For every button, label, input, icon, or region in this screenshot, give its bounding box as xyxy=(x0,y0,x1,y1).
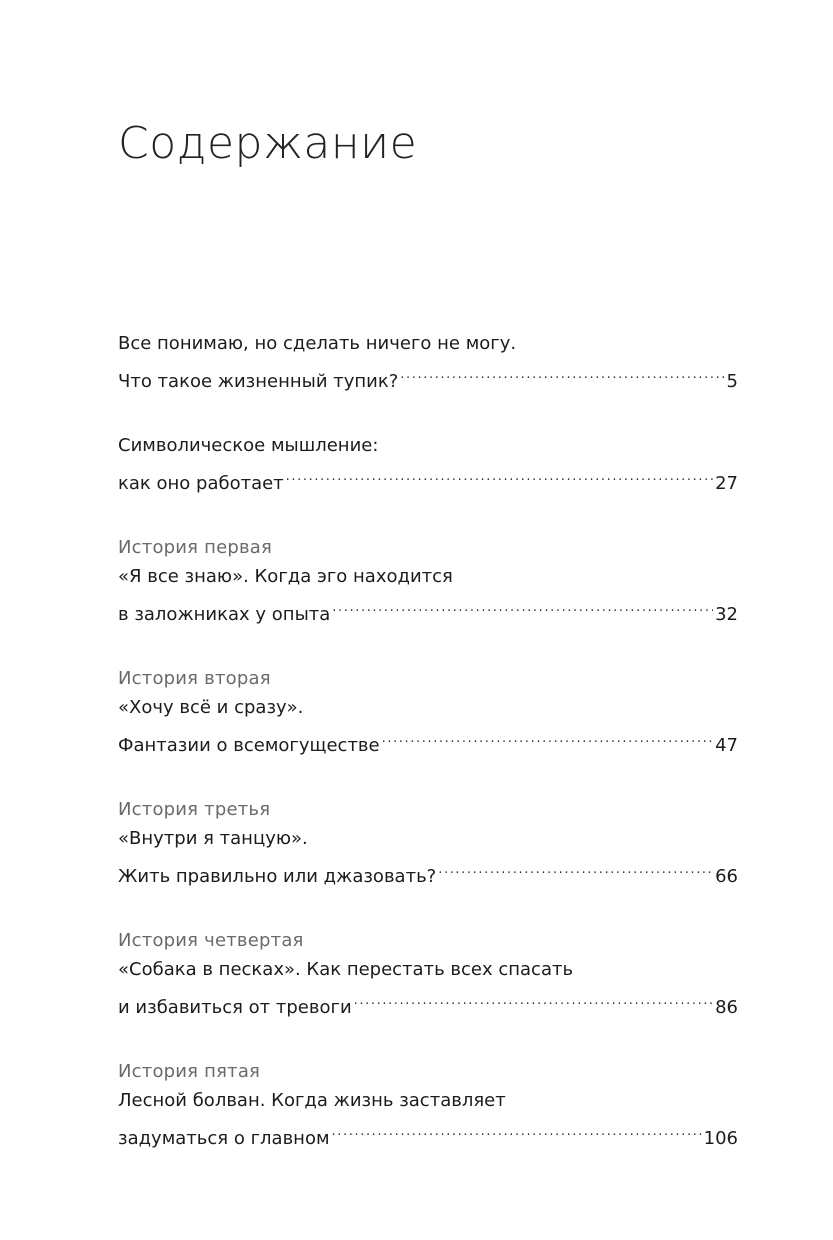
toc-entry-last-line xyxy=(118,1115,738,1153)
page-number: 47 xyxy=(715,735,738,756)
toc-entry-title-line: Фантазии о всемогуществе xyxy=(118,735,380,756)
toc-entry-last-line xyxy=(118,460,738,498)
toc-entry[interactable] xyxy=(118,664,738,760)
toc-entry-title-line: Лесной болван. Когда жизнь заставляет xyxy=(118,1090,506,1111)
toc-entry-title-line: и избавиться от тревоги xyxy=(118,997,352,1018)
dot-leader xyxy=(332,591,713,620)
toc-entry[interactable] xyxy=(118,329,738,396)
dot-leader xyxy=(286,460,713,489)
toc-entry[interactable] xyxy=(118,795,738,891)
page-number: 32 xyxy=(715,604,738,625)
toc-entry-last-line xyxy=(118,722,738,760)
toc-entry-title-line: задуматься о главном xyxy=(118,1128,330,1149)
dot-leader xyxy=(332,1115,702,1144)
story-kicker: История третья xyxy=(118,799,271,820)
toc-entry-title-line: «Внутри я танцую». xyxy=(118,828,308,849)
toc-entry-title-line: как оно работает xyxy=(118,473,284,494)
dot-leader xyxy=(438,853,713,882)
toc-entry-last-line xyxy=(118,358,738,396)
page-title: Содержание xyxy=(118,118,418,169)
story-kicker: История пятая xyxy=(118,1061,261,1082)
dot-leader xyxy=(354,984,713,1013)
page-number: 5 xyxy=(726,371,738,392)
table-of-contents xyxy=(118,329,738,1153)
toc-entry-title-line: в заложниках у опыта xyxy=(118,604,331,625)
toc-entry-last-line xyxy=(118,591,738,629)
toc-entry[interactable] xyxy=(118,533,738,629)
toc-entry[interactable] xyxy=(118,1057,738,1153)
dot-leader xyxy=(400,358,724,387)
toc-entry-title-line: Все понимаю, но сделать ничего не могу. xyxy=(118,333,517,354)
page-number: 27 xyxy=(715,473,738,494)
toc-entry-title-line: «Хочу всё и сразу». xyxy=(118,697,304,718)
toc-entry-title-line: Что такое жизненный тупик? xyxy=(118,371,399,392)
page-number: 106 xyxy=(703,1128,738,1149)
page-number: 66 xyxy=(715,866,738,887)
page-number: 86 xyxy=(715,997,738,1018)
dot-leader xyxy=(382,722,713,751)
toc-entry-last-line xyxy=(118,853,738,891)
toc-entry-title-line: Символическое мышление: xyxy=(118,435,379,456)
toc-entry[interactable] xyxy=(118,926,738,1022)
story-kicker: История вторая xyxy=(118,668,271,689)
toc-entry-last-line xyxy=(118,984,738,1022)
toc-entry[interactable] xyxy=(118,431,738,498)
toc-entry-title-line: Жить правильно или джазовать? xyxy=(118,866,437,887)
toc-entry-title-line: «Я все знаю». Когда эго находится xyxy=(118,566,453,587)
story-kicker: История первая xyxy=(118,537,273,558)
toc-entry-title-line: «Собака в песках». Как перестать всех спасать xyxy=(118,959,574,980)
story-kicker: История четвертая xyxy=(118,930,304,951)
